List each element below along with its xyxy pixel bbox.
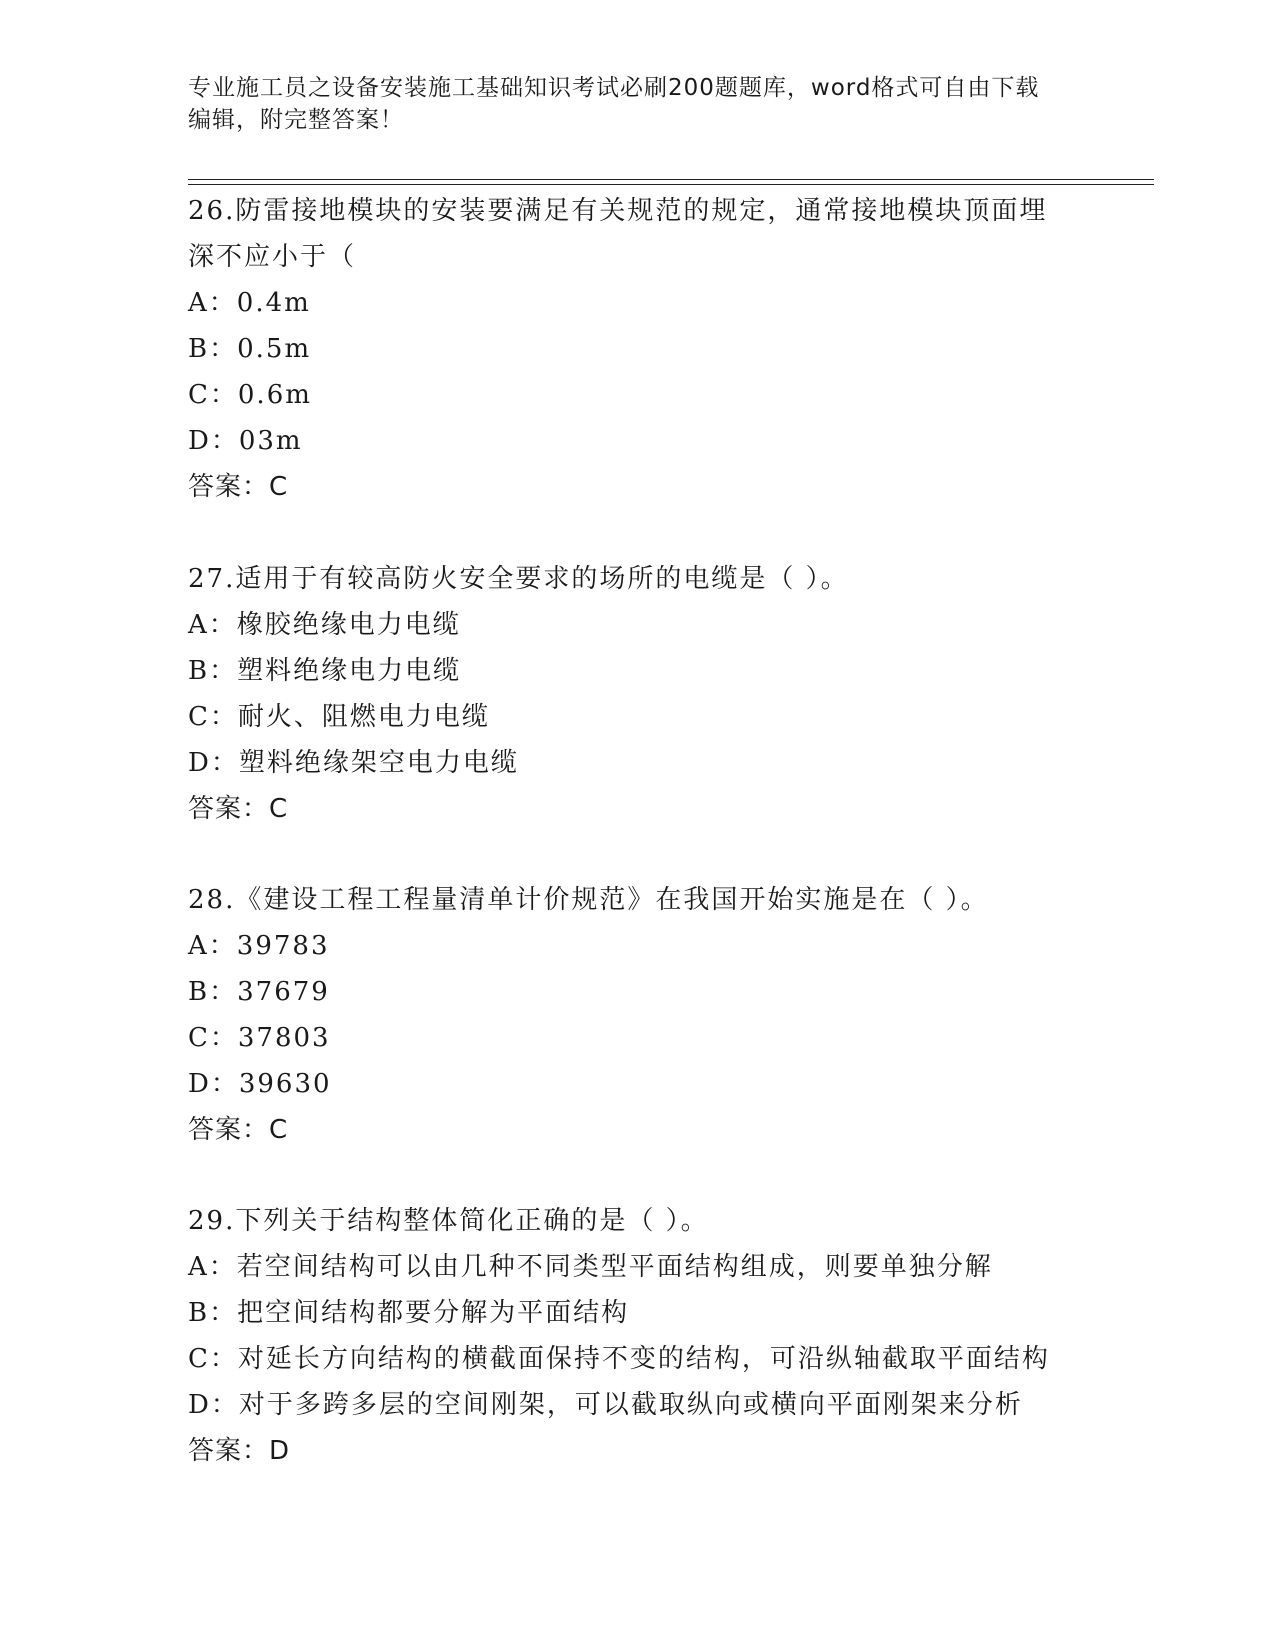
question-text: 28.《建设工程工程量清单计价规范》在我国开始实施是在（ ）。 [188, 885, 989, 915]
header-divider-top [188, 179, 1154, 180]
option-c: C：对延长方向结构的横截面保持不变的结构，可沿纵轴截取平面结构 [188, 1344, 1050, 1374]
document-header [188, 72, 1088, 136]
header-line-1: 专业施工员之设备安装施工基础知识考试必刷200题题库，word格式可自由下载 [188, 75, 1040, 101]
header-line-2: 编辑，附完整答案！ [188, 107, 404, 133]
question-text: 27.适用于有较高防火安全要求的场所的电缆是（ ）。 [188, 564, 849, 594]
option-b: B：0.5m [188, 334, 312, 364]
answer: 答案：D [188, 1436, 291, 1466]
option-a: A：若空间结构可以由几种不同类型平面结构组成，则要单独分解 [188, 1252, 993, 1282]
question-text: 29.下列关于结构整体简化正确的是（ ）。 [188, 1206, 709, 1236]
answer: 答案：C [188, 1115, 289, 1145]
option-d: D：塑料绝缘架空电力电缆 [188, 748, 519, 778]
option-d: D：对于多跨多层的空间刚架，可以截取纵向或横向平面刚架来分析 [188, 1390, 1023, 1420]
option-d: D：03m [188, 426, 303, 456]
question-29 [188, 1198, 1088, 1474]
option-b: B：37679 [188, 977, 330, 1007]
option-c: C：37803 [188, 1023, 331, 1053]
header-divider-bottom [188, 184, 1154, 185]
answer: 答案：C [188, 472, 289, 502]
answer: 答案：C [188, 794, 289, 824]
option-b: B：塑料绝缘电力电缆 [188, 656, 462, 686]
option-d: D：39630 [188, 1069, 332, 1099]
option-a: A：39783 [188, 931, 330, 961]
option-c: C：0.6m [188, 380, 312, 410]
option-a: A：橡胶绝缘电力电缆 [188, 610, 461, 640]
option-a: A：0.4m [188, 288, 311, 318]
option-b: B：把空间结构都要分解为平面结构 [188, 1298, 630, 1328]
option-c: C：耐火、阻燃电力电缆 [188, 702, 490, 732]
question-27 [188, 556, 1088, 832]
question-text: 26.防雷接地模块的安装要满足有关规范的规定，通常接地模块顶面埋 [188, 196, 1048, 226]
question-26 [188, 188, 1088, 510]
question-28 [188, 877, 1088, 1153]
question-text-continued: 深不应小于（ [188, 242, 357, 272]
